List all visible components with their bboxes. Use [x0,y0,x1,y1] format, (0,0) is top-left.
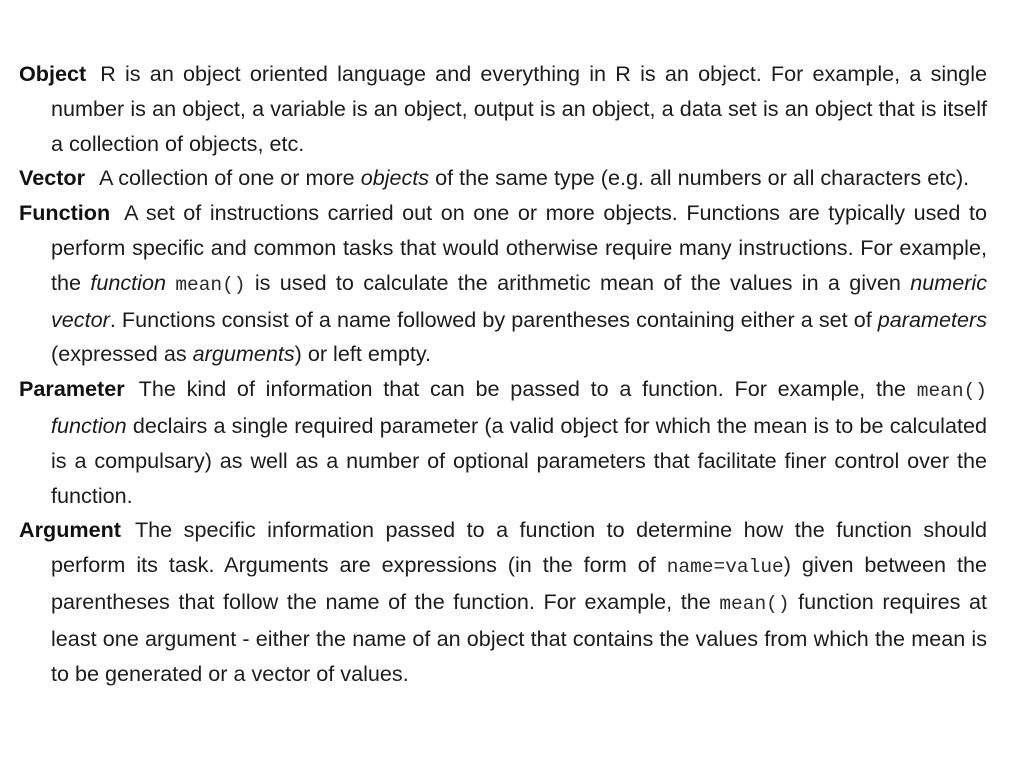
definition-italic-text: parameters [877,306,987,332]
glossary-term: Argument [19,517,121,543]
glossary-entry-function [19,196,987,372]
definition-italic-text: objects [360,165,430,191]
inline-code: mean() [175,273,246,296]
definition-italic-text: arguments [192,341,295,367]
definition-text: The specific information passed to a function to determine how the function should perform its task. Arguments are expressions (in the form of [51,517,987,578]
definition-text: of the same type (e.g. all numbers or all characters etc). [429,165,970,191]
definition-italic-text: numeric vector [51,269,987,332]
definition-text: A set of instructions carried out on one or more objects. Functions are typically used to perform specific and common tasks that would otherwise require many instructions. For example, the [51,200,987,295]
definition-text: The kind of information that can be passed to a function. For example, the [138,376,917,402]
definition-text: declairs a single required parameter (a valid object for which the mean is to be calculated is a compulsary) as well as a number of optional parameters that facilitate finer control over the function. [51,412,987,508]
glossary-entry-vector [19,161,987,196]
inline-code: mean() [719,592,790,615]
definition-text: function requires at least one argument - either the name of an object that contains the values from which the mean is to be generated or a vector of values. [51,588,987,686]
definition-text: R is an object oriented language and everything in R is an object. For example, a single number is an object, a variable is an object, output is an object, a data set is an object that is itself a collection of objects, etc. [51,61,987,156]
glossary-list [19,57,987,691]
definition-text: (expressed as [51,341,193,367]
inline-code: name=value [666,556,784,579]
definition-text: A collection of one or more [99,165,361,191]
definition-italic-text: function [90,269,166,295]
glossary-term: Object [19,61,87,86]
definition-text: ) or left empty. [294,341,432,367]
definition-text: . Functions consist of a name followed by parentheses containing either a set of [109,306,878,332]
glossary-entry-parameter [19,372,987,513]
glossary-term: Vector [19,165,86,191]
glossary-term: Function [19,200,111,226]
definition-text: is used to calculate the arithmetic mean of the values in a given [245,269,911,295]
definition-text [166,270,175,295]
inline-code: mean() [916,380,987,403]
definition-italic-text: function [51,412,127,438]
definition-text: ) given between the parentheses that follow the name of the function. For example, the [51,552,987,614]
glossary-entry-object [19,57,987,161]
glossary-entry-argument [19,513,987,691]
glossary-term: Parameter [19,376,125,402]
